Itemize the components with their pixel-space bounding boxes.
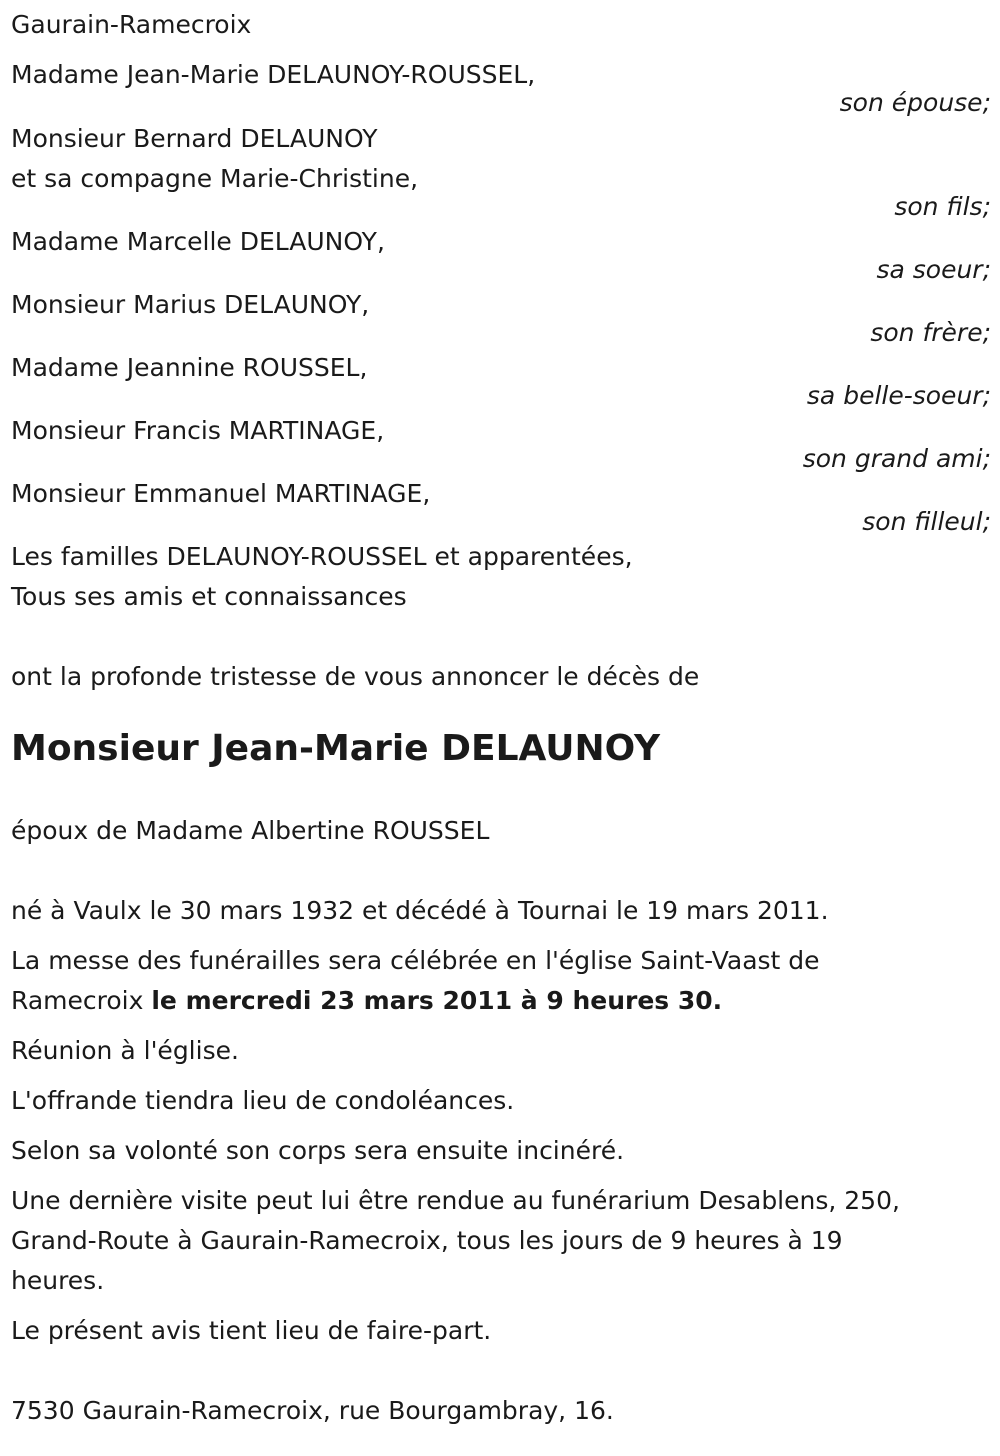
funeral-place: Ramecroix: [11, 986, 152, 1015]
family-name: Monsieur Francis MARTINAGE,: [11, 416, 385, 445]
family-address: 7530 Gaurain-Ramecroix, rue Bourgambray, 16.: [11, 1396, 614, 1425]
family-entry-sister: [11, 222, 991, 285]
family-name: Monsieur Marius DELAUNOY,: [11, 290, 370, 319]
family-relation: son grand ami;: [802, 444, 991, 473]
reunion-note: Réunion à l'église.: [11, 1036, 239, 1065]
family-entry-friend: [11, 411, 991, 474]
family-name: Madame Jeannine ROUSSEL,: [11, 353, 368, 382]
family-name-companion: et sa compagne Marie-Christine,: [11, 164, 419, 193]
funeral-datetime: le mercredi 23 mars 2011 à 9 heures 30.: [151, 986, 723, 1015]
family-relation: son frère;: [870, 318, 991, 347]
family-name: Madame Marcelle DELAUNOY,: [11, 227, 385, 256]
family-relation: son filleul;: [862, 507, 991, 536]
visit-note-line-1: Une dernière visite peut lui être rendue au funérarium Desablens, 250,: [11, 1186, 900, 1215]
family-name: Monsieur Bernard DELAUNOY: [11, 124, 378, 153]
faire-part-note: Le présent avis tient lieu de faire-part.: [11, 1316, 492, 1345]
offrande-note: L'offrande tiendra lieu de condoléances.: [11, 1086, 515, 1115]
spouse-line: époux de Madame Albertine ROUSSEL: [11, 816, 490, 845]
family-name: Madame Jean-Marie DELAUNOY-ROUSSEL,: [11, 60, 536, 89]
funeral-line-2: [11, 981, 991, 1021]
birth-death-line: né à Vaulx le 30 mars 1932 et décédé à Tournai le 19 mars 2011.: [11, 896, 829, 925]
family-relation: son fils;: [894, 192, 991, 221]
family-entry-godson: [11, 474, 991, 537]
family-entry-son: [11, 119, 991, 222]
visit-note-line-2: Grand-Route à Gaurain-Ramecroix, tous les jours de 9 heures à 19: [11, 1226, 843, 1255]
family-entry-spouse: [11, 55, 991, 119]
funeral-line-1: La messe des funérailles sera célébrée en l'église Saint-Vaast de: [11, 946, 820, 975]
friends-line: Tous ses amis et connaissances: [11, 582, 407, 611]
family-name: Monsieur Emmanuel MARTINAGE,: [11, 479, 431, 508]
header-location: Gaurain-Ramecroix: [11, 10, 252, 39]
cremation-note: Selon sa volonté son corps sera ensuite incinéré.: [11, 1136, 625, 1165]
family-entry-sister-in-law: [11, 348, 991, 411]
family-relation: son épouse;: [839, 88, 991, 117]
families-line: Les familles DELAUNOY-ROUSSEL et apparentées,: [11, 542, 633, 571]
visit-note-line-3: heures.: [11, 1266, 105, 1295]
obituary-notice: [11, 5, 991, 1431]
family-relation: sa belle-soeur;: [806, 381, 991, 410]
family-entry-brother: [11, 285, 991, 348]
family-relation: sa soeur;: [876, 255, 991, 284]
deceased-name: Monsieur Jean-Marie DELAUNOY: [11, 728, 661, 769]
announcement-text: ont la profonde tristesse de vous annoncer le décès de: [11, 662, 700, 691]
